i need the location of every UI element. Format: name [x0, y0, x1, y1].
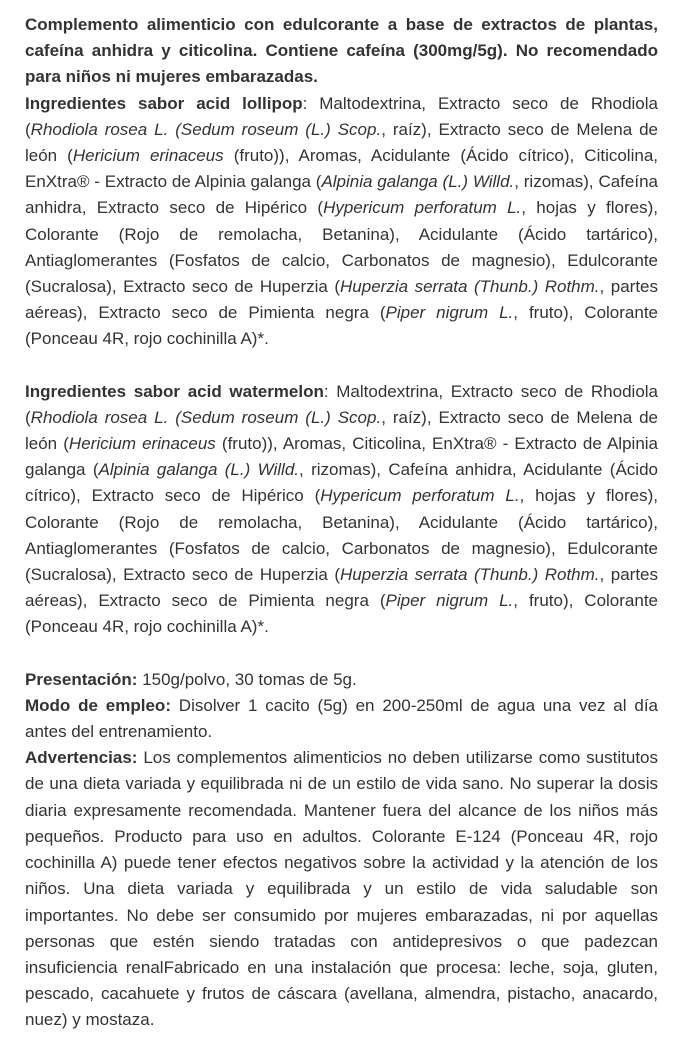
scientific-name: Alpinia galanga (L.) Willd. — [321, 172, 515, 192]
product-summary: Complemento alimenticio con edulcorante a base de extractos de plantas, cafeína anhidra y citicolina. Contiene cafeína (300mg/5g). No recomendado para niños ni mujeres embarazadas. — [25, 15, 658, 87]
ingredient-text: , hojas y flores), Colorante (Rojo de remolacha, Betanina), Acidulante (Ácido tartárico), Antiaglomerantes (Fosfatos de calcio, Carbonatos de magnesio), Edulcorante (Sucralosa), Extracto seco de Huperzia ( — [25, 198, 658, 297]
presentation-text: 150g/polvo, 30 tomas de 5g. — [137, 669, 357, 689]
ingredients-lollipop — [25, 91, 658, 353]
scientific-name: Hericium erinaceus — [72, 146, 224, 166]
scientific-name: Piper nigrum L. — [385, 591, 514, 611]
section-spacer — [25, 353, 658, 379]
presentation-label: Presentación: — [25, 669, 138, 689]
ingredients-watermelon-list — [25, 382, 658, 637]
warnings-label: Advertencias: — [25, 748, 138, 768]
ingredients-lollipop-list — [25, 94, 658, 349]
ingredient-text: (fruto)), Aromas, Citicolina, EnXtra® - Extracto de Alpinia galanga ( — [25, 434, 659, 480]
warnings — [25, 745, 658, 1033]
ingredients-watermelon — [25, 379, 658, 641]
ingredient-text: , fruto), Colorante (Ponceau 4R, rojo cochinilla A)*. — [25, 591, 658, 637]
usage-instructions — [25, 693, 658, 745]
scientific-name: Rhodiola rosea L. (Sedum roseum (L.) Scop. — [30, 119, 382, 139]
usage-text: Disolver 1 cacito (5g) en 200-250ml de agua una vez al día antes del entrenamiento. — [25, 695, 658, 742]
ingredient-text: , rizomas), Cafeína anhidra, Acidulante (Ácido cítrico), Extracto seco de Hipérico ( — [25, 460, 658, 506]
ingredient-text: (fruto)), Aromas, Acidulante (Ácido cítrico), Citicolina, EnXtra® - Extracto de Alpinia galanga ( — [25, 146, 658, 192]
scientific-name: Piper nigrum L. — [385, 303, 514, 323]
ingredients-lollipop-label: Ingredientes sabor acid lollipop — [25, 93, 303, 113]
scientific-name: Alpinia galanga (L.) Willd. — [98, 460, 300, 480]
usage-label: Modo de empleo: — [25, 695, 171, 715]
ingredient-text: , fruto), Colorante (Ponceau 4R, rojo cochinilla A)*. — [25, 303, 658, 349]
scientific-name: Rhodiola rosea L. (Sedum roseum (L.) Scop. — [30, 407, 382, 427]
scientific-name: Huperzia serrata (Thunb.) Rothm. — [340, 277, 600, 297]
presentation — [25, 667, 658, 693]
scientific-name: Huperzia serrata (Thunb.) Rothm. — [340, 565, 600, 585]
ingredient-text: : Maltodextrina, Extracto seco de Rhodiola ( — [25, 93, 658, 139]
ingredient-text: , rizomas), Cafeína anhidra, Extracto seco de Hipérico ( — [25, 172, 658, 218]
ingredient-text: , raíz), Extracto seco de Melena de león ( — [25, 119, 658, 166]
ingredient-text: , raíz), Extracto seco de Melena de león ( — [25, 407, 658, 454]
ingredients-watermelon-label: Ingredientes sabor acid watermelon — [25, 381, 324, 401]
ingredient-text: : Maltodextrina, Extracto seco de Rhodiola ( — [25, 381, 659, 427]
ingredient-text: , partes aéreas), Extracto seco de Pimienta negra ( — [25, 277, 659, 323]
warnings-text: Los complementos alimenticios no deben utilizarse como sustitutos de una dieta variada y equilibrada ni de un estilo de vida sano. No superar la dosis diaria expresamente recomendada. Mantener fuera del alcance de los niños más pequeños. Producto para uso en adultos. Colorante E-124 (Ponceau 4R, rojo cochinilla A) puede tener efectos negativos sobre la actividad y la atención de los niños. Una dieta variada y equilibrada y un estilo de vida saludable son importantes. No debe ser consumido por mujeres embarazadas, ni por aquellas personas que estén siendo tratadas con antidepresivos o que padezcan insuficiencia renalFabricado en una instalación que procesa: leche, soja, gluten, pescado, cacahuete y frutos de cáscara (avellana, almendra, pistacho, anacardo, nuez) y mostaza. — [25, 748, 658, 1030]
scientific-name: Hericium erinaceus — [68, 434, 216, 454]
scientific-name: Hypericum perforatum L. — [323, 198, 522, 218]
ingredient-text: , partes aéreas), Extracto seco de Pimienta negra ( — [25, 565, 659, 611]
scientific-name: Hypericum perforatum L. — [320, 486, 520, 506]
ingredient-text: , hojas y flores), Colorante (Rojo de remolacha, Betanina), Acidulante (Ácido tartárico), Antiaglomerantes (Fosfatos de calcio, Carbonatos de magnesio), Edulcorante (Sucralosa), Extracto seco de Huperzia ( — [25, 486, 658, 585]
section-spacer — [25, 641, 658, 667]
